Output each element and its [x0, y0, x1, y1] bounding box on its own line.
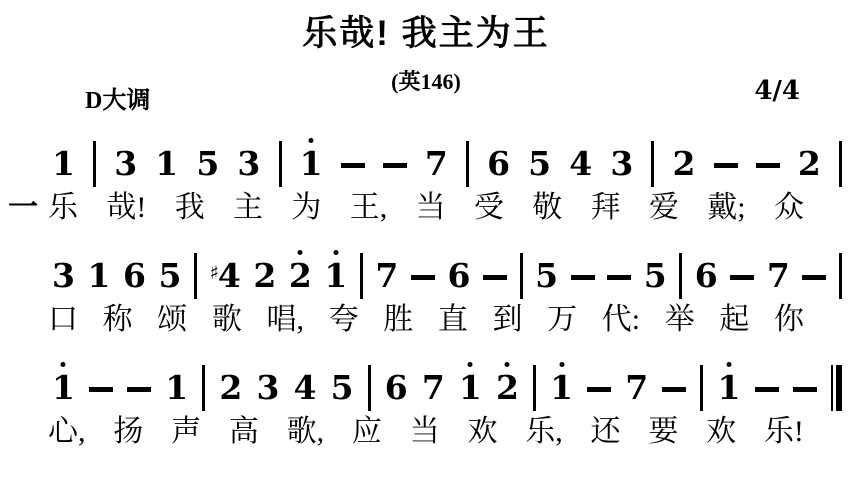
lyric-syllable: 戴; — [707, 191, 746, 224]
time-signature: 4/4 — [754, 76, 800, 106]
note-high-octave: 1 — [550, 371, 573, 404]
note: 7 — [625, 367, 649, 407]
note-high-octave: 1 — [324, 259, 347, 292]
note-high-octave: 2 — [289, 259, 312, 292]
duration-dash — [793, 387, 817, 392]
note: 1 — [52, 143, 75, 183]
barline — [279, 141, 282, 187]
octave-dot-icon — [333, 250, 338, 255]
note: 5 — [643, 255, 667, 295]
note: ♯4 — [209, 255, 241, 295]
verse-number: 一 — [8, 191, 38, 224]
barline — [520, 253, 523, 299]
note: 2 — [797, 143, 821, 183]
octave-dot-icon — [298, 250, 303, 255]
lyric-syllable: 到 — [492, 303, 523, 336]
lyric-syllable: 颂 — [157, 303, 188, 336]
lyric-syllable: 王, — [349, 191, 388, 224]
note: 5 — [528, 143, 552, 183]
lyrics-line — [48, 303, 804, 341]
octave-dot-icon — [505, 362, 510, 367]
lyric-syllable: 直 — [437, 303, 468, 336]
barline — [93, 141, 96, 187]
note: 1 — [165, 367, 189, 407]
note: 7 — [375, 255, 399, 295]
note: 6 — [694, 255, 718, 295]
header — [0, 0, 852, 138]
song-title: 乐哉! 我主为王 — [302, 14, 550, 53]
note: 5 — [158, 255, 182, 295]
lyric-syllable: 起 — [719, 303, 750, 336]
note: 1 — [87, 255, 111, 295]
score — [0, 138, 852, 474]
lyric-syllable: 众 — [773, 191, 804, 224]
lyric-syllable: 欢 — [706, 415, 737, 448]
final-barline — [831, 365, 842, 411]
note: 6 — [487, 143, 511, 183]
lyric-syllable: 要 — [648, 415, 679, 448]
note: 3 — [610, 143, 634, 183]
barline — [466, 141, 469, 187]
final-barline-thin — [831, 365, 833, 411]
barline — [368, 365, 371, 411]
lyric-syllable: 还 — [590, 415, 621, 448]
note: 6 — [123, 255, 146, 295]
duration-dash — [730, 275, 754, 280]
duration-dash — [662, 387, 686, 392]
duration-dash — [714, 163, 738, 168]
barline — [839, 253, 842, 299]
note: 3 — [114, 143, 138, 183]
lyric-syllable: 我 — [174, 191, 205, 224]
sharp-accidental-icon: ♯ — [209, 261, 218, 284]
lyric-syllable: 应 — [351, 415, 382, 448]
lyric-syllable: 高 — [228, 415, 259, 448]
lyric-syllable: 举 — [664, 303, 695, 336]
lyric-syllable: 歌 — [211, 303, 242, 336]
lyrics-line — [48, 415, 804, 453]
octave-dot-icon — [61, 362, 66, 367]
barline — [651, 141, 654, 187]
octave-dot-icon — [468, 362, 473, 367]
note: 2 — [672, 143, 696, 183]
lyric-syllable: 声 — [171, 415, 202, 448]
lyric-syllable: 万 — [547, 303, 578, 336]
note: 7 — [766, 255, 790, 295]
lyric-syllable: 爱 — [648, 191, 679, 224]
note: 3 — [256, 367, 280, 407]
note: 6 — [384, 367, 408, 407]
octave-dot-icon — [559, 362, 564, 367]
duration-dash — [341, 163, 365, 168]
note: 4 — [569, 143, 593, 183]
note-high-octave: 1 — [718, 371, 741, 404]
note: 5 — [330, 367, 354, 407]
note: 3 — [52, 255, 75, 295]
key-signature: D大调 — [85, 88, 151, 114]
octave-dot-icon — [726, 362, 731, 367]
lyric-syllable: 心, — [48, 415, 86, 448]
duration-dash — [383, 163, 407, 168]
note: 6 — [447, 255, 471, 295]
barline — [194, 253, 197, 299]
lyric-syllable: 口 — [48, 303, 78, 336]
lyric-syllable: 乐, — [525, 415, 563, 448]
note-high-octave: 1 — [52, 371, 75, 404]
lyric-syllable: 扬 — [113, 415, 144, 448]
note-high-octave: 2 — [496, 371, 519, 404]
duration-dash — [571, 275, 595, 280]
note: 5 — [535, 255, 559, 295]
final-barline-thick — [836, 365, 842, 411]
lyric-syllable: 欢 — [467, 415, 498, 448]
lyric-syllable: 敬 — [532, 191, 563, 224]
note: 2 — [253, 255, 277, 295]
lyric-syllable: 胜 — [383, 303, 414, 336]
lyric-syllable: 你 — [773, 303, 804, 336]
score-system-3 — [0, 362, 852, 474]
barline — [839, 141, 842, 187]
lyric-syllable: 称 — [102, 303, 133, 336]
note: 2 — [219, 367, 243, 407]
duration-dash — [127, 387, 151, 392]
lyric-syllable: 歌, — [286, 415, 325, 448]
lyric-syllable: 当 — [415, 191, 446, 224]
song-number: (英146) — [391, 69, 461, 94]
lyric-syllable: 哉! — [106, 191, 147, 224]
octave-dot-icon — [309, 138, 314, 143]
duration-dash — [802, 275, 826, 280]
note-high-octave: 1 — [300, 147, 323, 180]
lyric-syllable: 拜 — [590, 191, 621, 224]
lyric-syllable: 夸 — [328, 303, 359, 336]
lyric-syllable: 为 — [291, 191, 322, 224]
notation-line — [52, 250, 842, 300]
note: 1 — [155, 143, 179, 183]
duration-dash — [607, 275, 631, 280]
note: 4 — [293, 367, 317, 407]
duration-dash — [89, 387, 113, 392]
duration-dash — [587, 387, 611, 392]
score-system-1 — [0, 138, 852, 250]
lyric-syllable: 唱, — [266, 303, 304, 336]
barline — [700, 365, 703, 411]
barline — [679, 253, 682, 299]
note: 5 — [196, 143, 220, 183]
duration-dash — [755, 387, 779, 392]
score-system-2 — [0, 250, 852, 362]
barline — [202, 365, 205, 411]
note-high-octave: 1 — [459, 371, 482, 404]
note: 7 — [424, 143, 448, 183]
barline — [360, 253, 363, 299]
lyric-syllable: 主 — [233, 191, 264, 224]
lyric-syllable: 乐 — [48, 191, 78, 224]
note: 3 — [237, 143, 261, 183]
lyric-syllable: 当 — [409, 415, 440, 448]
lyrics-line — [48, 191, 804, 229]
duration-dash — [483, 275, 507, 280]
note: 7 — [421, 367, 445, 407]
duration-dash — [411, 275, 435, 280]
barline — [533, 365, 536, 411]
lyric-syllable: 代: — [601, 303, 641, 336]
lyric-syllable: 受 — [473, 191, 504, 224]
lyric-syllable: 乐! — [763, 415, 804, 448]
notation-line — [52, 138, 842, 188]
notation-line — [52, 362, 842, 412]
duration-dash — [756, 163, 780, 168]
